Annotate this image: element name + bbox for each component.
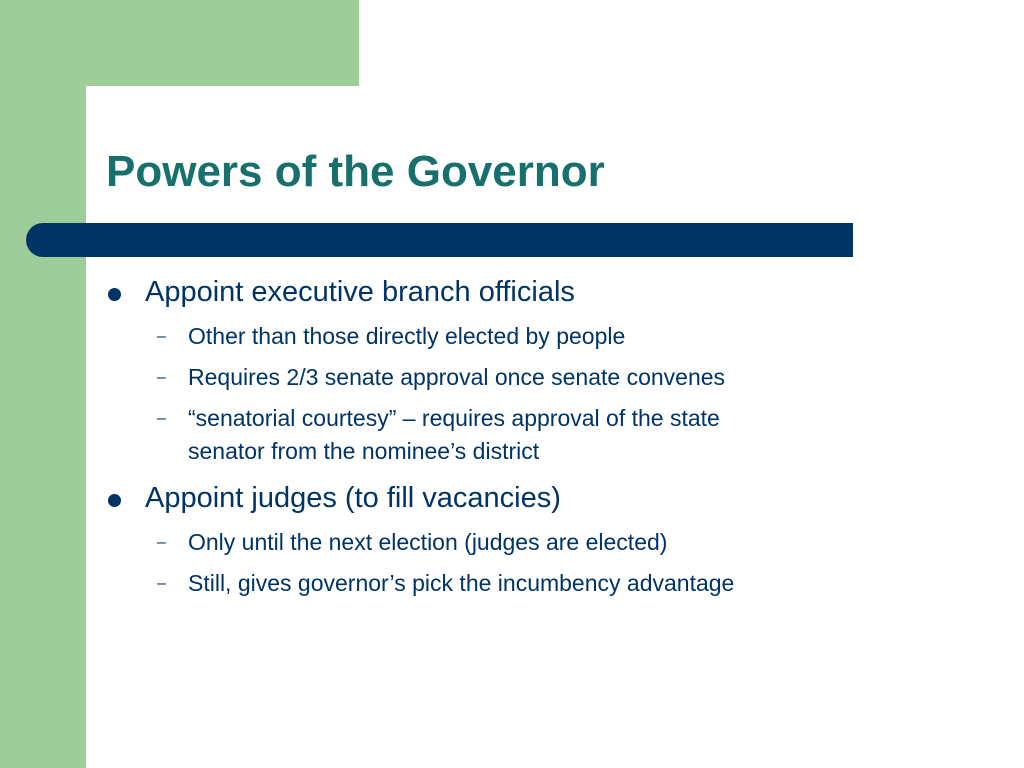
dash-icon: –: [157, 410, 166, 427]
bullet-dot-icon: [108, 288, 121, 301]
sub-bullet-item-continuation: senator from the nominee’s district: [188, 438, 540, 464]
sub-bullet-item: Only until the next election (judges are elected): [188, 529, 668, 555]
slide-title: Powers of the Governor: [106, 147, 605, 196]
dash-icon: –: [157, 534, 166, 551]
dash-icon: –: [157, 328, 166, 345]
bullet-dot-icon: [108, 494, 121, 507]
sub-bullet-item: Still, gives governor’s pick the incumbency advantage: [188, 570, 735, 596]
bullet-item: Appoint judges (to fill vacancies): [145, 482, 561, 514]
sub-bullet-item: Requires 2/3 senate approval once senate convenes: [188, 364, 726, 390]
sub-bullet-item: “senatorial courtesy” – requires approval of the state: [188, 405, 720, 431]
dash-icon: –: [157, 575, 166, 592]
bullet-item: Appoint executive branch officials: [145, 276, 575, 308]
dash-icon: –: [157, 369, 166, 386]
sub-bullet-item: Other than those directly elected by people: [188, 323, 626, 349]
